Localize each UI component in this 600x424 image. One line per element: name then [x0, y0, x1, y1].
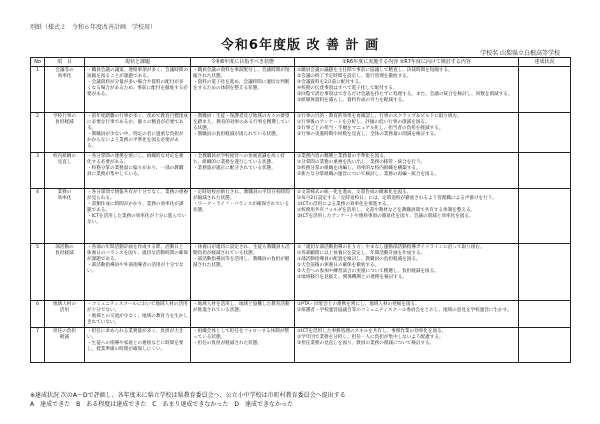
row-target: ・職員会議の資料を事前配付し、会議時間が短縮された状態。 ・資料の電子化を進め、会議時間に適切な判断をするための体制を整える状態。 [191, 67, 295, 113]
row-current: ・各分掌間で情報共有が十分でなく、業務の重複が見られる。 ・書類作成に時間がかかり、業務の効率化が課題である。 ・ICTを活用した業務の効率化が十分に進んでいない。 [85, 188, 191, 243]
row-item: 地域人材の 活用 [45, 300, 85, 327]
table-row [31, 152, 571, 188]
row-status [519, 243, 571, 300]
row-item: 業務の 効率化 [45, 188, 85, 243]
row-number: 2 [31, 113, 45, 153]
school-name: 学校名 山梨県立白根高等学校 [480, 50, 560, 57]
row-number: 1 [31, 67, 45, 113]
row-number: 5 [31, 243, 45, 300]
row-number: 6 [31, 300, 45, 327]
row-status [519, 188, 571, 243]
plan-table [30, 57, 571, 363]
row-status [519, 327, 571, 362]
row-item: 校内組織の 見直し [45, 152, 85, 188]
row-actions: ①職員会議の議題を主任間で事前に協議して精査し、決裁時間を短縮する。 ②会議の終了予定時間を設定し、進行管理を徹底する。 ③会議資料を2日前に配付する。 ④校務の伝達事項はすべて電子化して配付する。 ②回覧で済む事項はできるだけ会議を持たずに処理する。また、会議の統合を検討し、回数を削減する。 ②紙媒体資料を減らし、資料作成の労力を軽減する。 [295, 67, 519, 113]
row-item: 会議等の 効率化 [45, 67, 85, 113]
footer-legend: A 達成できた B ある程度は達成できた C あまり達成できなかった D 達成できなかった [30, 401, 294, 408]
row-item: 部活動の 負担軽減 [45, 243, 85, 300]
table-row [31, 188, 571, 243]
row-status [519, 67, 571, 113]
footer-note: ※達成状況 次のA～Dで評価し、各年度末に県立学校は県教育委員会へ、公立小中学校は市町村教育委員会へ提出する [30, 392, 346, 399]
table-row [31, 243, 571, 300]
row-status [519, 300, 571, 327]
row-actions: ①文書様式の統一化を進め、文書作成の簡素化を図る。 ①毎月2日設定する「定時退校日」には、定時退校が徹底されるよう管理職による声掛けを行う。 ①ICTの活用による業務の効率化を推進する。 ①校務用共有フォルダを活用し、文書や教材などを教職員間で共有する体制を整える。 ②ICTを活用したアンケートや連絡事項の簡易化を図り、会議の削減と効率化を図る。 [295, 188, 519, 243]
row-target: ・地域人材を活用し、地域と協働した教育活動が推進されている状態。 [191, 300, 295, 327]
row-actions: ①行事の目的・教育的効果を再確認し、行事のスクラップ＆ビルドに取り組む。 ①行事後のアンケートを分析し、評価の低い行事の削減を図る。 ②行事ごとの担当・手順をマニュアル化し、担当者の負担を軽減する。 ②行事の実施時期や回数を見直し、全体の業務量の削減を検討する。 [295, 113, 519, 153]
document-note: 別紙（様式２ 令和６年度改善計画 学校用） [30, 24, 157, 31]
header-actions: ①R6年度に実施する内容 ②R7年度に向けて検討する内容 [295, 58, 519, 67]
row-item: 担任の負担 軽減 [45, 327, 85, 362]
row-status [519, 113, 571, 153]
row-target: ・教職員・生徒・保護者及び地域の方々の要望を踏まえ、教育的効果のある行事を精選している状態。 ・教職員の負担軽減が図られている状態。 [191, 113, 295, 153]
row-actions: ①「適切な部活動指導の在り方」やまなし運動部活動指導ガイドラインに沿って取り組む。 ①各部顧問に以上休養日を設定し、年間活動計画を作成する。 ①部活動指導員の配置を検討し、教職員の負担軽減を図る。 ①大会前後の休養日の確保を徹底する。 ②大会への参加や練習試合の実施について精選し、負担軽減を図る。 ②地域移行を見据え、関係機関との連携を検討する。 [295, 243, 519, 300]
table-header-row [31, 58, 571, 67]
row-actions: ①業務内容の精選と業務量の平準化を図る。 ①分掌間の業務の重複を洗い出し、業務の移管・統合を行う。 ②校務分掌の組織を再編し、効率的な校内組織を構築する。 ②新たな分掌組織の運営について検討し、業務の再編・統合を図る。 [295, 152, 519, 188]
row-current: ・コミュニティスクールにおいて地域人材の活用が十分でない。 ・地域との交流が少なく、地域の教育力を生かしきれていない。 [85, 300, 191, 327]
header-no: No [31, 58, 45, 67]
row-number: 7 [31, 327, 45, 362]
table-row [31, 67, 571, 113]
row-target: ・定時退校が励行され、教職員の平均在校時間が縮減された状態。 ・ワーク・ライフ・バランスが確保されている状態。 [191, 188, 295, 243]
row-current: ・各分掌間の連携を密にし、組織的な対応を強化する必要がある。 ・校務分掌の業務量に偏りがあり、一部の教職員に業務が集中している。 [85, 152, 191, 188]
row-current: ・担任に求められる業務量が多く、負担が大きい。 ・生徒への指導や家庭との連絡などに時間を要し、授業準備の時間が確保しにくい。 [85, 327, 191, 362]
row-number: 3 [31, 152, 45, 188]
row-status [519, 152, 571, 188]
row-current: ・職員会議の議案、連絡事項が多く、会議時間の短縮を図ることが課題である。 ・会議資料が分量が多い場合や資料の配付が多くなる場合があるため、事前に配付を徹底する必要がある。 [85, 67, 191, 113]
row-target: ・休養日が適切に設定され、生徒も教職員も活動負担が軽減されている状態。 ・部活動指導員等を活用し、教職員の負担が軽減された状態。 [191, 243, 295, 300]
row-item: 学校行事の 負担軽減 [45, 113, 85, 153]
row-actions: ①PTA・同窓会との連携を密にし、地域人材の発掘を図る。 ②保護者・学校運営協議会等のコミュニティスクール委員会をとおし、地域の意見を学校運営に生かす。 [295, 300, 519, 327]
row-target: ・組織全体として担任をフォローする体制が整っている状態。 ・担任の負担が軽減された状態。 [191, 327, 295, 362]
table-row [31, 300, 571, 327]
page-title: 令和6年度版 改 善 計 画 [220, 38, 380, 53]
header-item: 項 目 [45, 58, 85, 67]
row-target: ・全教職員が学校経営への参画意識を高く持ち、組織的に業務を遂行している状態。 ・業務量が適正に配分されている状態。 [191, 152, 295, 188]
table-row [31, 327, 571, 362]
table-row [31, 113, 571, 153]
row-current: ・前年度踏襲の行事が多く、改めて教育目標達成に必要な行事であるか、個々の精査が必要である。 ・教職員が少ない中、特定の者に過重な負担がかからないよう業務の平準化を図る必要がある。 [85, 113, 191, 153]
row-actions: ①ICTを活用した事務処理のスキルを共有し、事務作業の効率化を図る。 ①学年団で業務を分担し、担任一人に負担が集中しないよう配慮する。 ②担任業務の見直しを図り、教員の業務の削減について検討する。 [295, 327, 519, 362]
header-status: 達成状況 [519, 58, 571, 67]
row-current: ・各部の年間活動計画を作成する際、活動日と休養日のバランスを図り、適切な活動時間の確保が課題である。 ・部活動指導員や外部指導者の活用が十分でない。 [85, 243, 191, 300]
row-number: 4 [31, 188, 45, 243]
header-current: 現状と課題 [85, 58, 191, 67]
header-target: 令和6年度に目指すべき状態 [191, 58, 295, 67]
